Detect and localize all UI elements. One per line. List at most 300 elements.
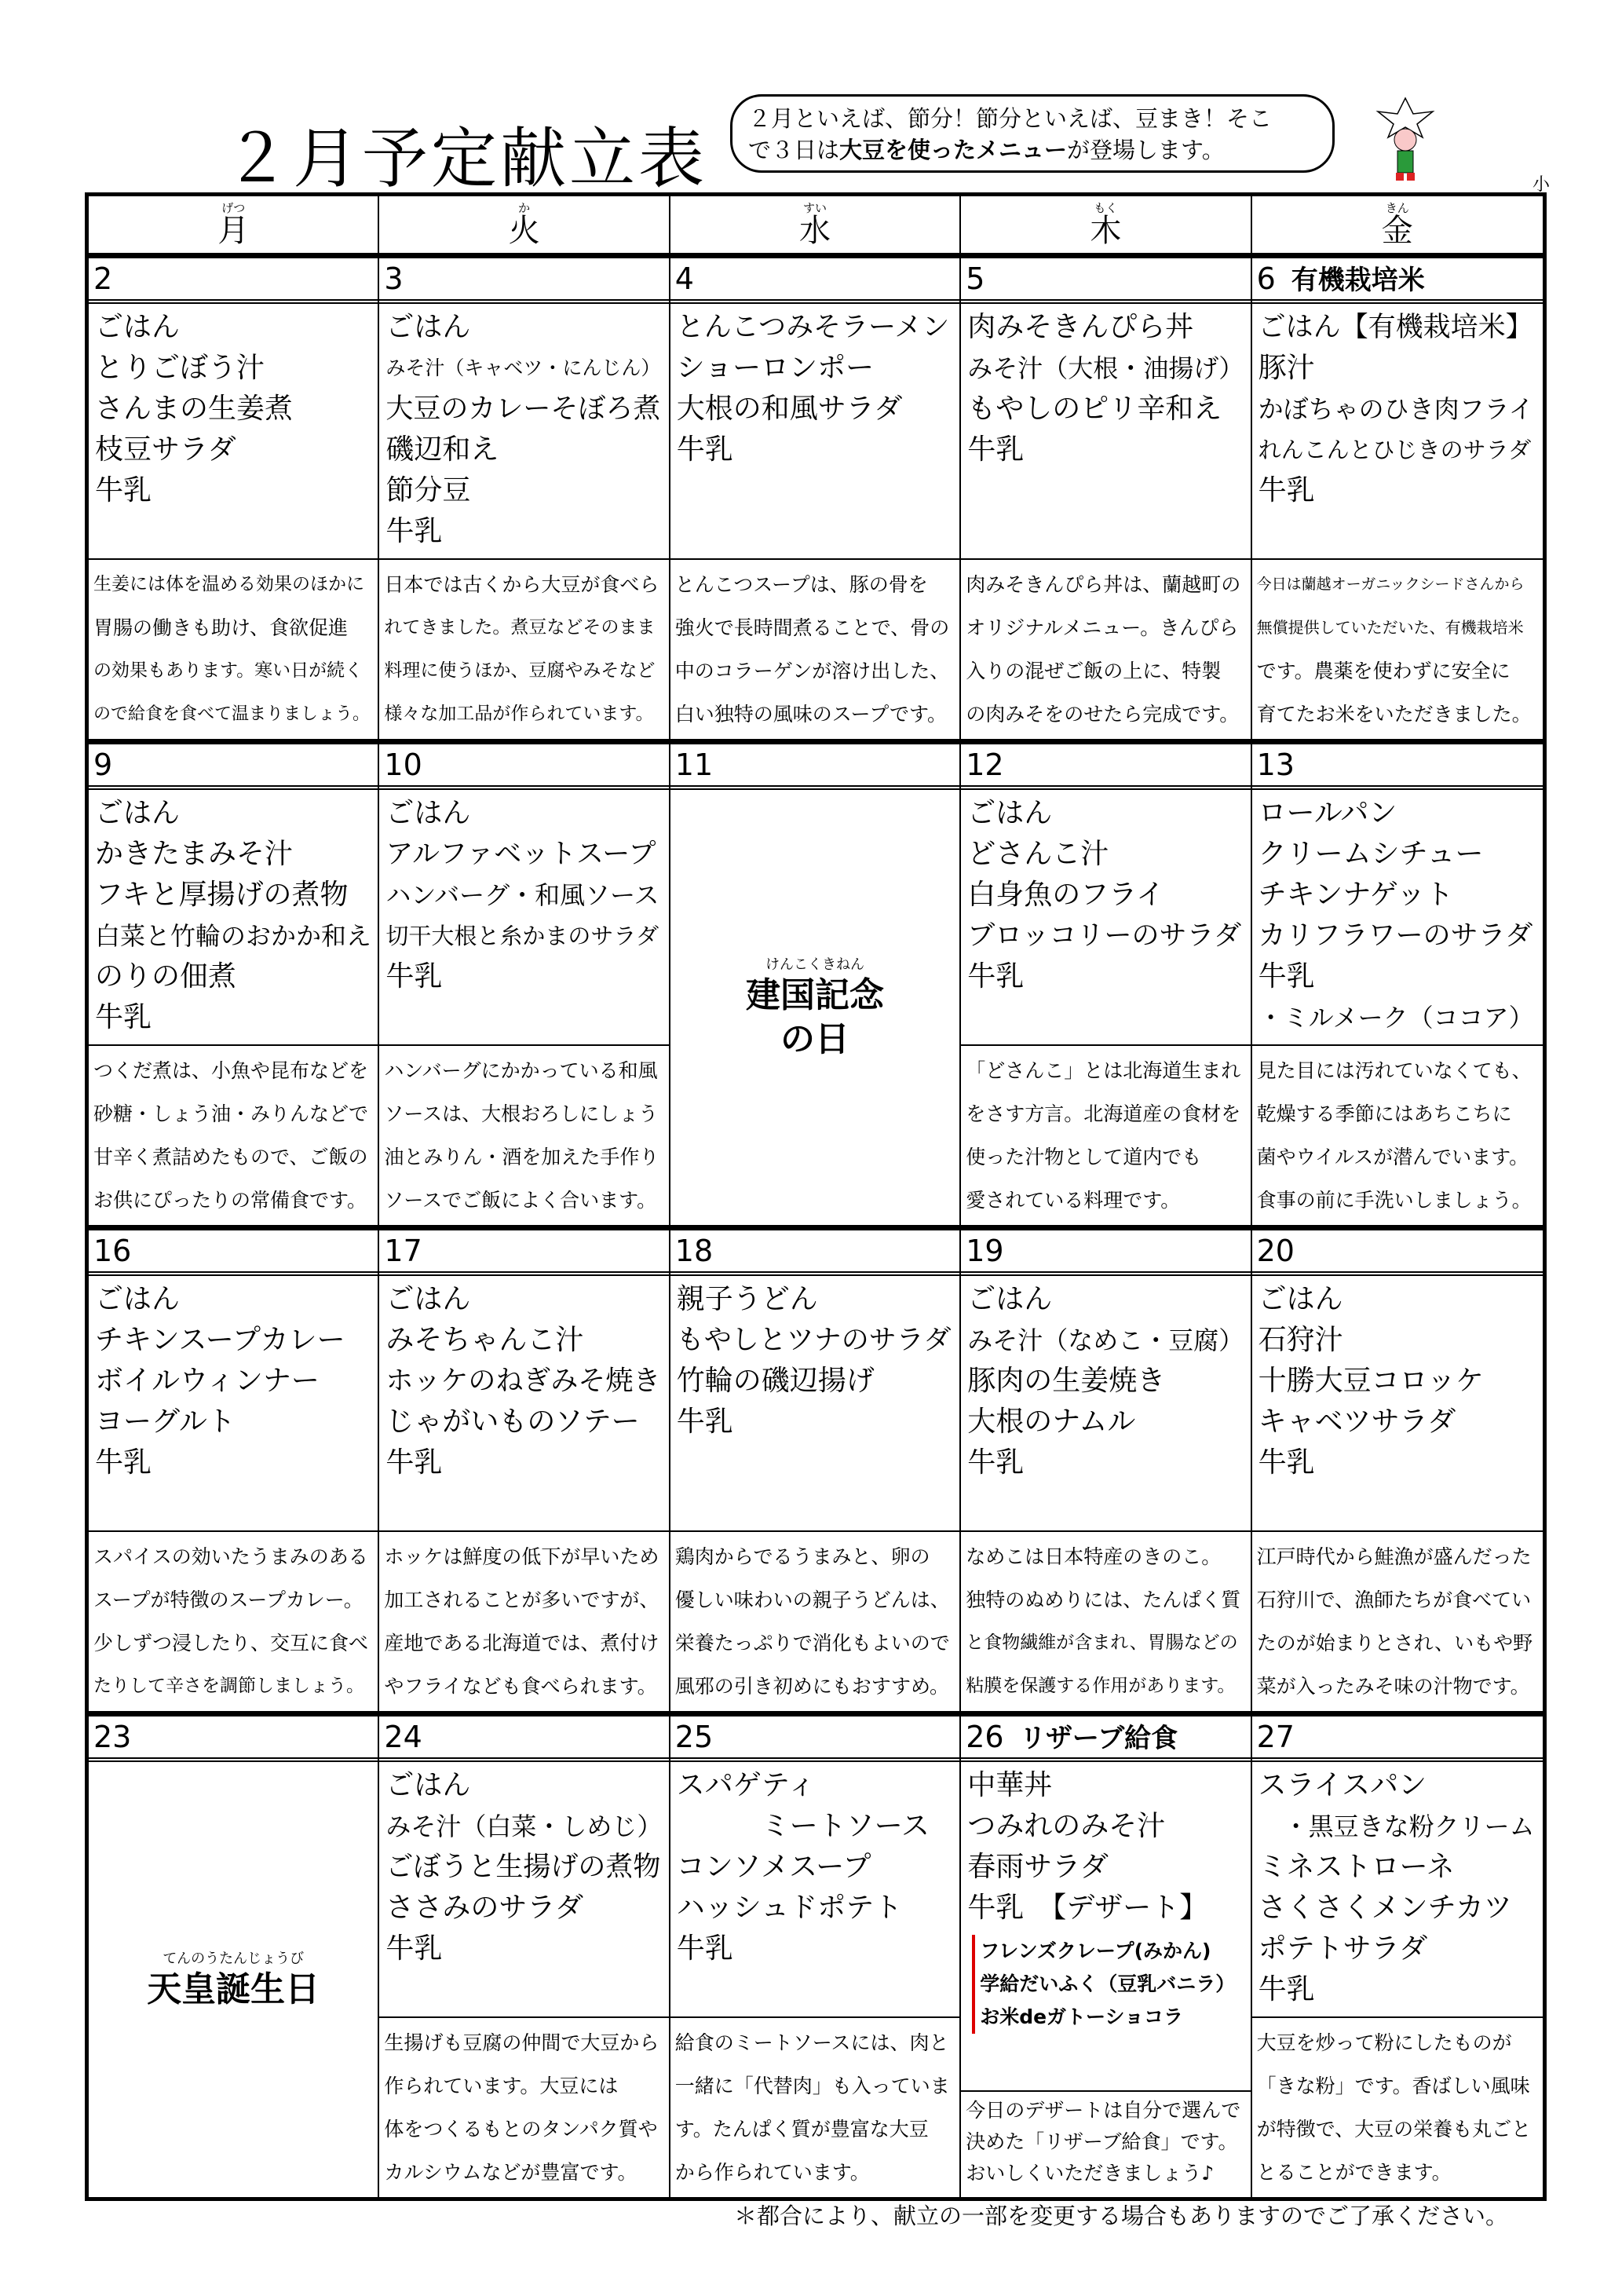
menu-item: 枝豆サラダ <box>95 433 236 466</box>
menu-item: チキンナゲット <box>1258 879 1454 911</box>
note-line: 独特のぬめりには、たんぱく質 <box>966 1589 1241 1611</box>
holiday-name-suffix: の日 <box>780 1019 849 1059</box>
menu-item: コンソメスープ <box>676 1851 871 1883</box>
note-line: なめこは日本特産のきのこ。 <box>966 1545 1222 1568</box>
menu-item: もやしとツナのサラダ <box>676 1325 952 1356</box>
week-row <box>89 1230 1543 1717</box>
date-number: 5 <box>966 261 985 296</box>
day-notes <box>670 1532 959 1711</box>
holiday-name: 天皇誕生日 <box>147 1969 320 2009</box>
bubble-bold-text: 大豆を使ったメニュー <box>839 137 1068 163</box>
menu-item: 牛乳 <box>1258 1973 1315 2005</box>
day-notes <box>961 560 1250 739</box>
note-line: お供にぴったりの常備食です。 <box>93 1189 367 1212</box>
day-notes <box>670 560 959 739</box>
menu-item: カリフラワーのサラダ <box>1258 920 1533 952</box>
menu-item: ごぼうと生揚げの煮物 <box>385 1852 661 1883</box>
menu-list <box>1252 790 1543 1046</box>
day-notes <box>379 1046 668 1225</box>
note-line: オリジナルメニュー。きんぴら <box>966 616 1239 639</box>
menu-item: スライスパン <box>1258 1769 1427 1801</box>
note-line: とることができます。 <box>1256 2161 1452 2184</box>
menu-item: ごはん <box>95 1283 181 1315</box>
menu-list <box>670 1762 959 2018</box>
date-header <box>961 744 1250 790</box>
menu-list <box>379 790 668 1046</box>
menu-item: とんこつみそラーメン <box>676 312 950 343</box>
note-line: 粘膜を保護する作用があります。 <box>966 1676 1236 1696</box>
menu-item: つみれのみそ汁 <box>967 1810 1166 1842</box>
note-line: 育てたお米をいただきました。 <box>1256 703 1532 726</box>
menu-item: 牛乳 <box>676 1932 733 1965</box>
date-header <box>89 744 378 790</box>
note-line: 優しい味わいの親子うどんは、 <box>674 1589 950 1611</box>
menu-item: 牛乳 <box>1258 960 1315 993</box>
note-line: 様々な加工品が作られています。 <box>384 704 654 724</box>
menu-item: さんまの生姜煮 <box>95 393 294 425</box>
date-header <box>89 1717 378 1762</box>
holiday-name: 建国記念 <box>745 975 884 1015</box>
menu-list <box>89 1276 378 1532</box>
day-cell <box>1252 744 1543 1225</box>
note-line: 体をつくるもとのタンパク質や <box>384 2118 658 2141</box>
menu-item: 大豆のカレーそぼろ煮 <box>385 393 661 425</box>
weekday-reading: か <box>518 201 531 215</box>
day-notes <box>961 1532 1250 1711</box>
date-header <box>670 744 959 790</box>
menu-item: ささみのサラダ <box>385 1892 584 1924</box>
menu-item: ハッシュドポテト <box>676 1892 903 1924</box>
holiday-label <box>670 790 959 1225</box>
note-line: 料理に使うほか、豆腐やみそなど <box>384 660 656 681</box>
day-cell <box>670 1230 961 1711</box>
day-notes <box>379 2018 668 2197</box>
menu-item: じゃがいものソテー <box>385 1406 640 1438</box>
menu-item: スパゲティ <box>676 1769 816 1801</box>
note-line: 食事の前に手洗いしましょう。 <box>1256 1189 1532 1212</box>
date-number: 10 <box>384 748 422 782</box>
menu-item: 大根のナムル <box>967 1406 1136 1438</box>
day-notes <box>89 560 378 739</box>
menu-item: 牛乳 <box>967 960 1025 993</box>
week-row <box>89 1717 1543 2197</box>
date-number: 17 <box>384 1234 422 1268</box>
day-cell <box>1252 258 1543 739</box>
menu-item: ごはん <box>95 311 181 343</box>
menu-item: ブロッコリーのサラダ <box>967 920 1242 952</box>
weekday-label: 月 <box>217 213 250 249</box>
menu-item: ごはん <box>1258 1283 1343 1315</box>
day-cell <box>961 744 1251 1225</box>
menu-item: 牛乳 <box>95 1446 152 1479</box>
menu-item: みそ汁（なめこ・豆腐） <box>967 1325 1244 1355</box>
date-number: 6 <box>1256 261 1276 296</box>
note-line: 「どさんこ」とは北海道生まれ <box>966 1059 1241 1082</box>
note-line: 甘辛く煮詰めたもので、ご飯の <box>93 1146 368 1168</box>
bubble-line-1: ２月といえば、節分！節分といえば、豆まき！そこ <box>748 105 1273 132</box>
note-line: カルシウムなどが豊富です。 <box>384 2161 637 2184</box>
day-cell <box>89 258 379 739</box>
menu-item: ショーロンポー <box>676 352 875 384</box>
weekday-reading: げつ <box>221 201 246 215</box>
menu-list <box>379 304 668 560</box>
date-header <box>379 1717 668 1762</box>
date-number: 12 <box>966 748 1004 782</box>
menu-item: 牛乳 【デザート】 <box>967 1892 1208 1924</box>
note-line: 大豆を炒って粉にしたものが <box>1256 2031 1512 2054</box>
day-cell <box>670 258 961 739</box>
menu-item: どさんこ汁 <box>967 838 1109 870</box>
weekday-1 <box>379 196 670 253</box>
note-line: つくだ煮は、小魚や昆布などを <box>93 1059 369 1082</box>
day-notes <box>89 1532 378 1711</box>
note-line: の効果もあります。寒い日が続く <box>93 660 363 681</box>
date-number: 25 <box>674 1720 714 1754</box>
date-number: 9 <box>93 748 113 782</box>
speech-bubble <box>730 94 1335 173</box>
menu-item: ごはん【有機栽培米】 <box>1258 312 1533 343</box>
menu-item: 牛乳 <box>385 1932 443 1965</box>
day-cell <box>1252 1717 1543 2197</box>
weekday-2 <box>670 196 961 253</box>
menu-item: 白菜と竹輪のおかか和え <box>95 921 372 951</box>
menu-item: 竹輪の磯辺揚げ <box>676 1365 875 1397</box>
day-cell <box>379 1717 670 2197</box>
menu-list <box>961 1276 1250 1532</box>
note-line: ソースでご飯によく合います。 <box>384 1189 657 1212</box>
note-line: たりして辛さを調節しましょう。 <box>93 1676 364 1696</box>
week-row <box>89 258 1543 744</box>
note-line: たのが始まりとされ、いもや野 <box>1256 1632 1533 1654</box>
menu-list <box>961 304 1250 560</box>
weekday-3 <box>961 196 1251 253</box>
note-line: 使った汁物として道内でも <box>966 1146 1202 1168</box>
menu-item: 牛乳 <box>967 1446 1025 1479</box>
note-line: 乾燥する季節にはあちこちに <box>1256 1102 1512 1125</box>
date-header <box>961 258 1250 304</box>
note-line: が特徴で、大豆の栄養も丸ごと <box>1256 2118 1532 2141</box>
menu-item: キャベツサラダ <box>1258 1406 1456 1438</box>
date-number: 16 <box>93 1234 132 1268</box>
date-number: 20 <box>1256 1234 1295 1268</box>
note-line: 給食のミートソースには、肉と <box>674 2031 949 2054</box>
day-cell <box>670 1717 961 2197</box>
menu-item: チキンスープカレー <box>95 1324 345 1356</box>
note-line: 無償提供していただいた、有機栽培米 <box>1256 618 1524 637</box>
day-notes <box>961 2092 1250 2192</box>
note-line: 肉みそきんぴら丼は、蘭越町の <box>966 573 1241 596</box>
menu-list <box>670 304 959 560</box>
menu-item: みそ汁（キャベツ・にんじん） <box>385 356 661 379</box>
menu-item: 肉みそきんぴら丼 <box>967 311 1194 343</box>
menu-item: ごはん <box>385 1769 471 1801</box>
note-line: スープが特徴のスープカレー。 <box>93 1589 363 1611</box>
day-cell <box>1252 1230 1543 1711</box>
mascot-icon <box>1374 94 1437 188</box>
corner-label: 小 <box>1532 175 1551 195</box>
menu-item: 春雨サラダ <box>967 1851 1109 1883</box>
note-line: 「きな粉」です。香ばしい風味 <box>1256 2075 1530 2097</box>
menu-item: 親子うどん <box>676 1283 818 1315</box>
menu-item: ごはん <box>385 1283 471 1315</box>
day-cell <box>961 1230 1251 1711</box>
menu-list <box>961 790 1250 1046</box>
menu-item: ごはん <box>967 1283 1053 1315</box>
menu-item: さくさくメンチカツ <box>1258 1892 1512 1924</box>
weekday-reading: すい <box>802 201 827 215</box>
date-number: 27 <box>1256 1720 1295 1754</box>
day-cell <box>379 744 670 1225</box>
note-line: 入りの混ぜご飯の上に、特製 <box>966 660 1222 682</box>
note-line: です。農薬を使わずに安全に <box>1256 660 1511 682</box>
menu-item: 牛乳 <box>1258 1446 1315 1479</box>
weekday-4 <box>1252 196 1543 253</box>
menu-item: みそ汁（大根・油揚げ） <box>967 353 1244 383</box>
menu-item: 豚肉の生姜焼き <box>967 1365 1166 1397</box>
note-line: 栄養たっぷりで消化もよいので <box>674 1632 950 1654</box>
note-line: スパイスの効いたうまみのある <box>93 1545 368 1568</box>
date-header <box>1252 744 1543 790</box>
note-line: 今日は蘭越オーガニックシードさんから <box>1256 576 1525 593</box>
day-notes <box>1252 1532 1543 1711</box>
menu-item: 十勝大豆コロッケ <box>1258 1365 1484 1397</box>
day-notes <box>1252 560 1543 739</box>
menu-item: ・ミルメーク（ココア） <box>1258 1003 1534 1033</box>
dessert-option: お米deガトーショコラ <box>980 2005 1184 2028</box>
week-row <box>89 744 1543 1230</box>
note-line: 鶏肉からでるうまみと、卵の <box>674 1545 930 1568</box>
menu-item: 牛乳 <box>385 1446 443 1479</box>
note-line: やフライなども食べられます。 <box>384 1675 657 1698</box>
day-cell <box>89 1717 379 2197</box>
menu-item: フキと厚揚げの煮物 <box>95 879 349 911</box>
note-line: 中のコラーゲンが溶け出した、 <box>674 660 950 682</box>
note-line: 生揚げも豆腐の仲間で大豆から <box>384 2031 659 2054</box>
date-header <box>961 1230 1250 1276</box>
note-line: 風邪の引き初めにもおすすめ。 <box>674 1675 950 1698</box>
day-cell <box>961 1717 1251 2197</box>
note-line: ソースは、大根おろしにしょう <box>384 1102 659 1125</box>
note-line: 胃腸の働きも助け、食欲促進 <box>93 616 349 639</box>
weekday-reading: もく <box>1094 201 1118 215</box>
menu-list <box>89 790 378 1046</box>
menu-item: 節分豆 <box>385 474 471 506</box>
menu-item: 牛乳 <box>1258 474 1315 506</box>
day-cell <box>379 258 670 739</box>
dessert-options <box>972 1935 1244 2034</box>
day-notes <box>1252 2018 1543 2197</box>
menu-list <box>379 1762 668 2018</box>
note-line: から作られています。 <box>674 2161 870 2184</box>
date-header <box>379 258 668 304</box>
menu-list <box>379 1276 668 1532</box>
weekday-reading: きん <box>1385 201 1409 215</box>
menu-item: とりごぼう汁 <box>95 352 265 384</box>
date-number: 26 <box>966 1720 1004 1754</box>
menu-item: 白身魚のフライ <box>967 879 1165 911</box>
page-title: ２月予定献立表 <box>224 120 708 197</box>
holiday-reading: けんこくきねん <box>765 956 864 973</box>
menu-list <box>1252 1762 1543 2018</box>
weekday-label: 水 <box>798 213 831 249</box>
day-notes <box>89 1046 378 1225</box>
bubble-text: が登場します。 <box>1067 137 1225 163</box>
menu-item: かぼちゃのひき肉フライ <box>1258 394 1534 424</box>
day-notes <box>379 560 668 739</box>
note-line: 白い独特の風味のスープです。 <box>674 703 948 726</box>
menu-item: みそちゃんこ汁 <box>385 1324 584 1356</box>
date-header <box>1252 1230 1543 1276</box>
note-line: 菜が入ったみそ味の汁物です。 <box>1256 1675 1530 1698</box>
note-line: 決めた「リザーブ給食」です。 <box>966 2130 1238 2153</box>
menu-item: ボイルウィンナー <box>95 1365 320 1397</box>
note-line: 一緒に「代替肉」も入っていま <box>674 2075 950 2097</box>
date-number: 19 <box>966 1234 1004 1268</box>
note-line: 作られています。大豆には <box>384 2075 619 2097</box>
weekday-label: 火 <box>508 213 540 249</box>
note-line: ハンバーグにかかっている和風 <box>384 1059 658 1082</box>
menu-item: 大根の和風サラダ <box>676 393 903 425</box>
menu-list <box>961 1762 1250 2092</box>
day-cell <box>89 1230 379 1711</box>
date-header <box>1252 258 1543 304</box>
note-line: れてきました。煮豆などそのまま <box>384 617 656 638</box>
menu-item: 中華丼 <box>967 1769 1053 1801</box>
menu-item: アルファベットスープ <box>385 839 656 870</box>
menu-item: 牛乳 <box>385 515 443 547</box>
date-number: 23 <box>93 1720 132 1754</box>
menu-item: ホッケのねぎみそ焼き <box>385 1366 661 1397</box>
weekday-label: 木 <box>1090 213 1122 249</box>
note-line: 少しずつ浸したり、交互に食べ <box>93 1632 369 1654</box>
date-number: 24 <box>384 1720 422 1754</box>
menu-item: みそ汁（白菜・しめじ） <box>385 1812 663 1841</box>
menu-item: ごはん <box>967 797 1053 829</box>
holiday-label <box>89 1762 378 2197</box>
dessert-option: 学給だいふく（豆乳バニラ） <box>980 1972 1236 1995</box>
note-line: 愛されている料理です。 <box>966 1189 1181 1212</box>
menu-item: ハンバーグ・和風ソース <box>385 880 659 910</box>
bubble-text: で３日は <box>748 137 840 163</box>
day-notes <box>961 1046 1250 1225</box>
menu-item: ・黒豆きな粉クリーム <box>1258 1812 1535 1841</box>
menu-item: れんこんとひじきのサラダ <box>1258 437 1532 463</box>
menu-item: のりの佃煮 <box>95 960 237 993</box>
note-line: 強火で長時間煮ることで、骨の <box>674 616 950 639</box>
day-notes <box>1252 1046 1543 1225</box>
menu-item: ごはん <box>385 311 471 343</box>
menu-item: かきたまみそ汁 <box>95 838 294 870</box>
menu-item: もやしのピリ辛和え <box>967 393 1222 425</box>
menu-item: 牛乳 <box>676 1406 733 1438</box>
date-header <box>89 1230 378 1276</box>
note-line: 産地である北海道では、煮付け <box>384 1632 659 1654</box>
note-line: 今日のデザートは自分で選んで <box>966 2099 1241 2122</box>
note-line: おいしくいただきましょう♪ <box>966 2162 1215 2184</box>
date-label: リザーブ給食 <box>1019 1723 1178 1754</box>
note-line: 見た目には汚れていなくても、 <box>1256 1059 1532 1082</box>
date-header <box>961 1717 1250 1762</box>
menu-item: 切干大根と糸かまのサラダ <box>385 923 659 949</box>
day-cell <box>89 744 379 1225</box>
day-notes <box>670 2018 959 2197</box>
note-line: 江戸時代から鮭漁が盛んだった <box>1256 1545 1532 1568</box>
menu-item: ポテトサラダ <box>1258 1932 1428 1965</box>
note-line: 砂糖・しょう油・みりんなどで <box>93 1102 369 1125</box>
note-line: す。たんぱく質が豊富な大豆 <box>674 2118 929 2141</box>
menu-item: ヨーグルト <box>95 1406 236 1438</box>
menu-item: 牛乳 <box>95 1001 152 1033</box>
menu-item: 磯辺和え <box>385 433 499 466</box>
menu-item: クリームシチュー <box>1258 838 1484 870</box>
date-number: 18 <box>674 1234 714 1268</box>
note-line: ホッケは鮮度の低下が早いため <box>384 1545 659 1568</box>
date-number: 4 <box>674 261 694 296</box>
date-number: 13 <box>1256 748 1295 782</box>
weeks-container <box>89 258 1543 2197</box>
menu-list <box>1252 1276 1543 1532</box>
menu-list <box>89 304 378 560</box>
note-line: 日本では古くから大豆が食べら <box>384 573 659 596</box>
bubble-line-2 <box>748 134 1317 166</box>
footnote: ＊都合により、献立の一部を変更する場合もありますのでご了承ください。 <box>734 2203 1509 2229</box>
date-label: 有機栽培米 <box>1291 265 1425 296</box>
menu-item: 牛乳 <box>967 433 1025 466</box>
menu-item: 石狩汁 <box>1258 1324 1343 1356</box>
menu-item: 牛乳 <box>385 960 443 993</box>
menu-table <box>85 192 1547 2201</box>
date-header <box>670 1230 959 1276</box>
note-line: 菌やウイルスが潜んでいます。 <box>1256 1146 1529 1168</box>
note-line: をさす方言。北海道産の食材を <box>966 1102 1241 1125</box>
note-line: 生姜には体を温める効果のほかに <box>93 574 364 594</box>
note-line: 石狩川で、漁師たちが食べてい <box>1256 1589 1532 1611</box>
date-header <box>379 1230 668 1276</box>
note-line: と食物繊維が含まれ、胃腸などの <box>966 1632 1238 1653</box>
menu-item: ごはん <box>95 797 181 829</box>
menu-item: 牛乳 <box>676 433 733 466</box>
day-notes <box>379 1532 668 1711</box>
menu-item: ロールパン <box>1258 797 1397 829</box>
menu-list <box>670 1276 959 1532</box>
menu-item: ミネストローネ <box>1258 1851 1455 1883</box>
date-header <box>1252 1717 1543 1762</box>
date-header <box>670 1717 959 1762</box>
menu-item: 牛乳 <box>95 474 152 506</box>
date-header <box>670 258 959 304</box>
menu-item: 豚汁 <box>1258 352 1315 384</box>
note-line: 油とみりん・酒を加えた手作り <box>384 1146 659 1168</box>
note-line: 加工されることが多いですが、 <box>384 1589 659 1611</box>
dessert-option: フレンズクレープ(みかん) <box>980 1940 1211 1962</box>
menu-item: ミートソース <box>676 1810 930 1842</box>
note-line: ので給食を食べて温まりましょう。 <box>93 704 371 724</box>
note-line: とんこつスープは、豚の骨を <box>674 573 928 596</box>
day-cell <box>379 1230 670 1711</box>
date-header <box>379 744 668 790</box>
holiday-reading: てんのうたんじょうび <box>163 1951 305 1967</box>
date-header <box>89 258 378 304</box>
weekday-0 <box>89 196 379 253</box>
note-line: の肉みそをのせたら完成です。 <box>966 703 1240 726</box>
date-number: 2 <box>93 261 113 296</box>
weekday-label: 金 <box>1381 213 1413 249</box>
day-cell <box>961 258 1251 739</box>
weekday-header <box>89 196 1543 258</box>
day-cell <box>670 744 961 1225</box>
date-number: 11 <box>674 748 714 782</box>
menu-list <box>1252 304 1543 560</box>
